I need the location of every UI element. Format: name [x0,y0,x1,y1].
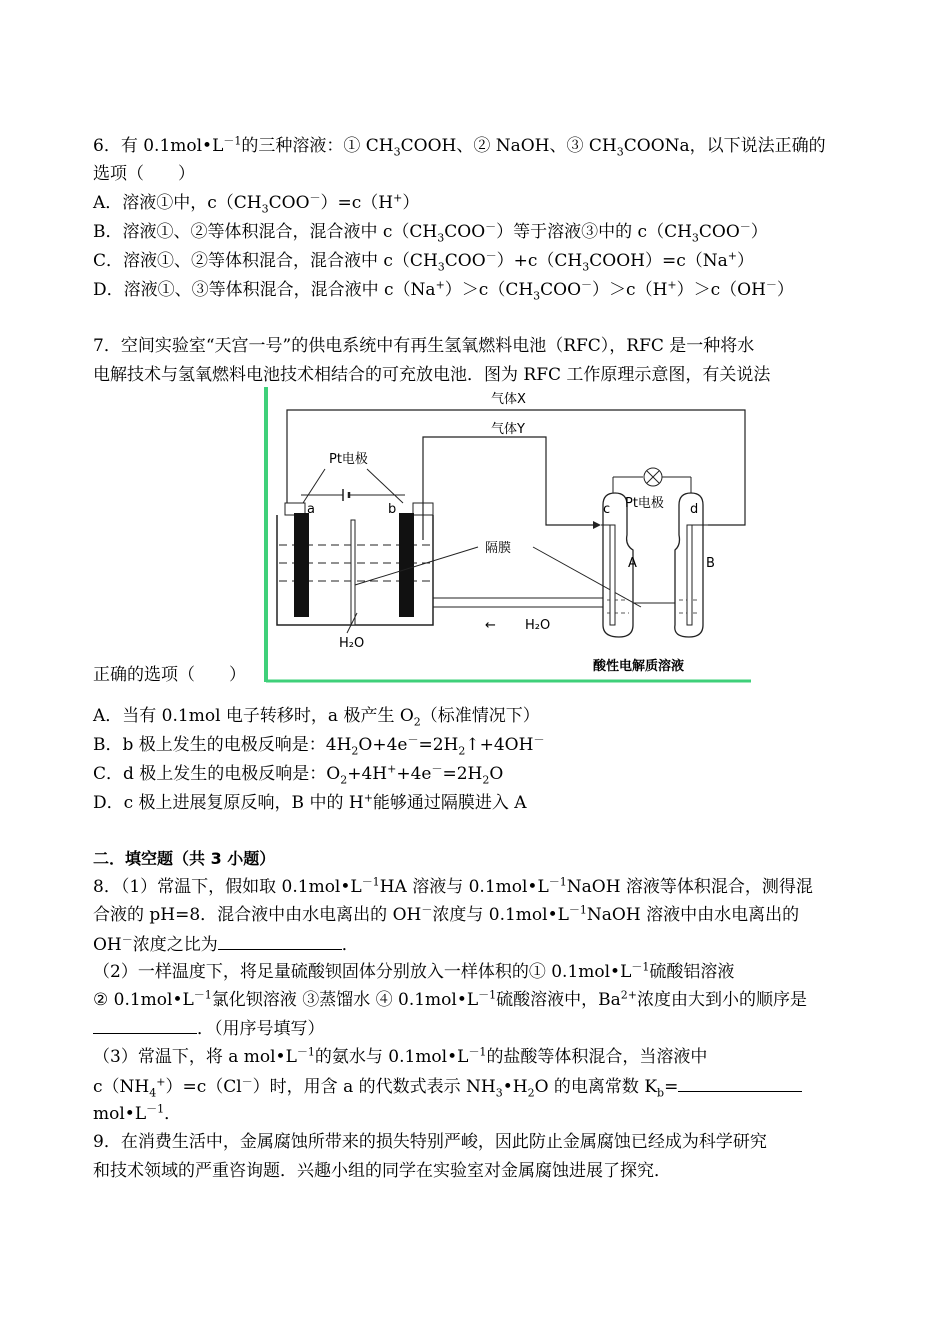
q6-option-d: D．溶液①、③等体积混合，混合液中 $c(Na^+)>c(CH_3COO^-)>c(H^+)>c(OH^-)$ [93,278,794,303]
rfc-diagram [263,385,753,685]
q6-stem-line1: 6．有 $0.1mol•L^{-1}$的三种溶液：① $CH_3COOH$、② NaOH、③ $CH_3COONa$，以下说法正确的 [93,134,826,159]
q7-option-d: D．c 极上进展复原反响，B 中的 H+能够通过隔膜进入 A [93,791,527,813]
q8-line3: OH－浓度之比为 ． [93,933,359,955]
electrode-a [294,513,309,617]
q6-option-c: C．溶液①、②等体积混合，混合液中 $c(CH_3COO^-)+c(CH_3COOH)=c(Na^+)$ [93,249,754,274]
label-b: b [388,502,397,517]
q8-line8: $c(NH_4^+)=c(Cl^-)$时，用含 a 的代数式表示 $NH_3•H_2O$ 的电离常数 $K_b=$ [93,1075,802,1098]
q7-option-b: B．b 极上发生的电极反响是：$4H_2O+4e^-=2H_2↑+4OH^-$ [93,733,545,758]
q7-stem-line3: 正确的选项（ ） [93,665,246,685]
electrolyte-dashes [607,600,699,613]
electrode-b [399,513,414,617]
q7-option-a: A．当有 0.1mol 电子转移时，a 极产生 $O_2$（标准情况下） [93,706,540,729]
pt-left-pointer-a [303,469,325,503]
q9-line1: 9．在消费生活中，金属腐蚀所带来的损失特别严峻，因此防止金属腐蚀已经成为科学研究 [93,1132,767,1152]
answer-blank-1[interactable] [218,933,342,950]
q8-line5: ② $0.1mol•L^{-1}$氯化钡溶液 ③蒸馏水 ④ $0.1mol•L^{-1}$硫酸溶液中，$Ba^{2+}$浓度由大到小的顺序是 [93,988,808,1010]
q8-line7: （3）常温下，将 a $mol•L^{-1}$的氨水与 $0.1mol•L^{-1}$的盐酸等体积混合，当溶液中 [93,1045,708,1067]
q8-line6: ．（用序号填写） [93,1017,325,1040]
membrane-label: 隔膜 [485,541,512,556]
q8-line1: 8．（1）常温下，假如取 $0.1mol•L^{-1}HA$ 溶液与 $0.1mol•L^{-1}NaOH$ 溶液等体积混合，测得混 [93,875,813,897]
electrode-c [610,525,615,625]
electrolyzer-membrane [351,520,355,625]
q9-line2: 和技术领域的严重咨询题．兴趣小组的同学在实验室对金属腐蚀进展了探究． [93,1161,671,1181]
membrane-pointer-left [355,547,478,585]
pt-electrode-right-label: Pt电极 [625,496,664,511]
label-c: c [603,502,611,517]
pt-electrode-left-label: Pt电极 [329,452,368,467]
label-a: a [307,502,315,517]
gas-x-label: 气体X [491,392,526,407]
answer-blank-2[interactable] [93,1017,197,1034]
q6-stem-line2: 选项（ ） [93,164,195,184]
q8-line2: 合液的 pH=8．混合液中由水电离出的 OH－浓度与 $0.1mol•L^{-1}NaOH$ 溶液中由水电离出的 [93,903,800,925]
flow-arrow: ← [485,618,496,633]
q7-stem-line1: 7．空间实验室“天宫一号”的供电系统中有再生氢氧燃料电池（RFC），RFC 是一种将水 [93,336,755,356]
answer-blank-3[interactable] [678,1075,802,1092]
pt-left-pointer-b [367,469,403,503]
electrode-d [687,525,692,625]
h2o-flow-label: H₂O [525,618,551,633]
gas-y-pipe [423,437,593,540]
h2o-label-left: H₂O [339,636,365,651]
gas-y-arrowhead [593,521,601,529]
q7-option-c: C．d 极上发生的电极反响是：$O_2+4H^++4e^-=2H_2O$ [93,762,504,787]
gas-y-label: 气体Y [491,422,525,437]
label-A: A [628,556,637,571]
q6-option-b: B．溶液①、②等体积混合，混合液中 $c(CH_3COO^-)$等于溶液③中的 $c(CH_3COO^-)$ [93,220,768,245]
electrolyte-label: 酸性电解质溶液 [593,659,685,674]
q8-line9: $mol•L^{-1}$． [93,1102,182,1124]
label-d: d [690,502,699,517]
label-B: B [706,556,715,571]
q8-line4: （2）一样温度下，将足量硫酸钡固体分别放入一样体积的① $0.1mol•L^{-1}$硫酸铝溶液 [93,960,735,982]
q7-stem-line2: 电解技术与氢氧燃料电池技术相结合的可充放电池．图为 RFC 工作原理示意图，有关说法 [93,365,771,385]
section-2-title: 二．填空题（共 3 小题） [93,849,276,868]
q6-option-a: A．溶液①中，$c(CH_3COO^-)=c(H^+)$ [93,191,420,216]
